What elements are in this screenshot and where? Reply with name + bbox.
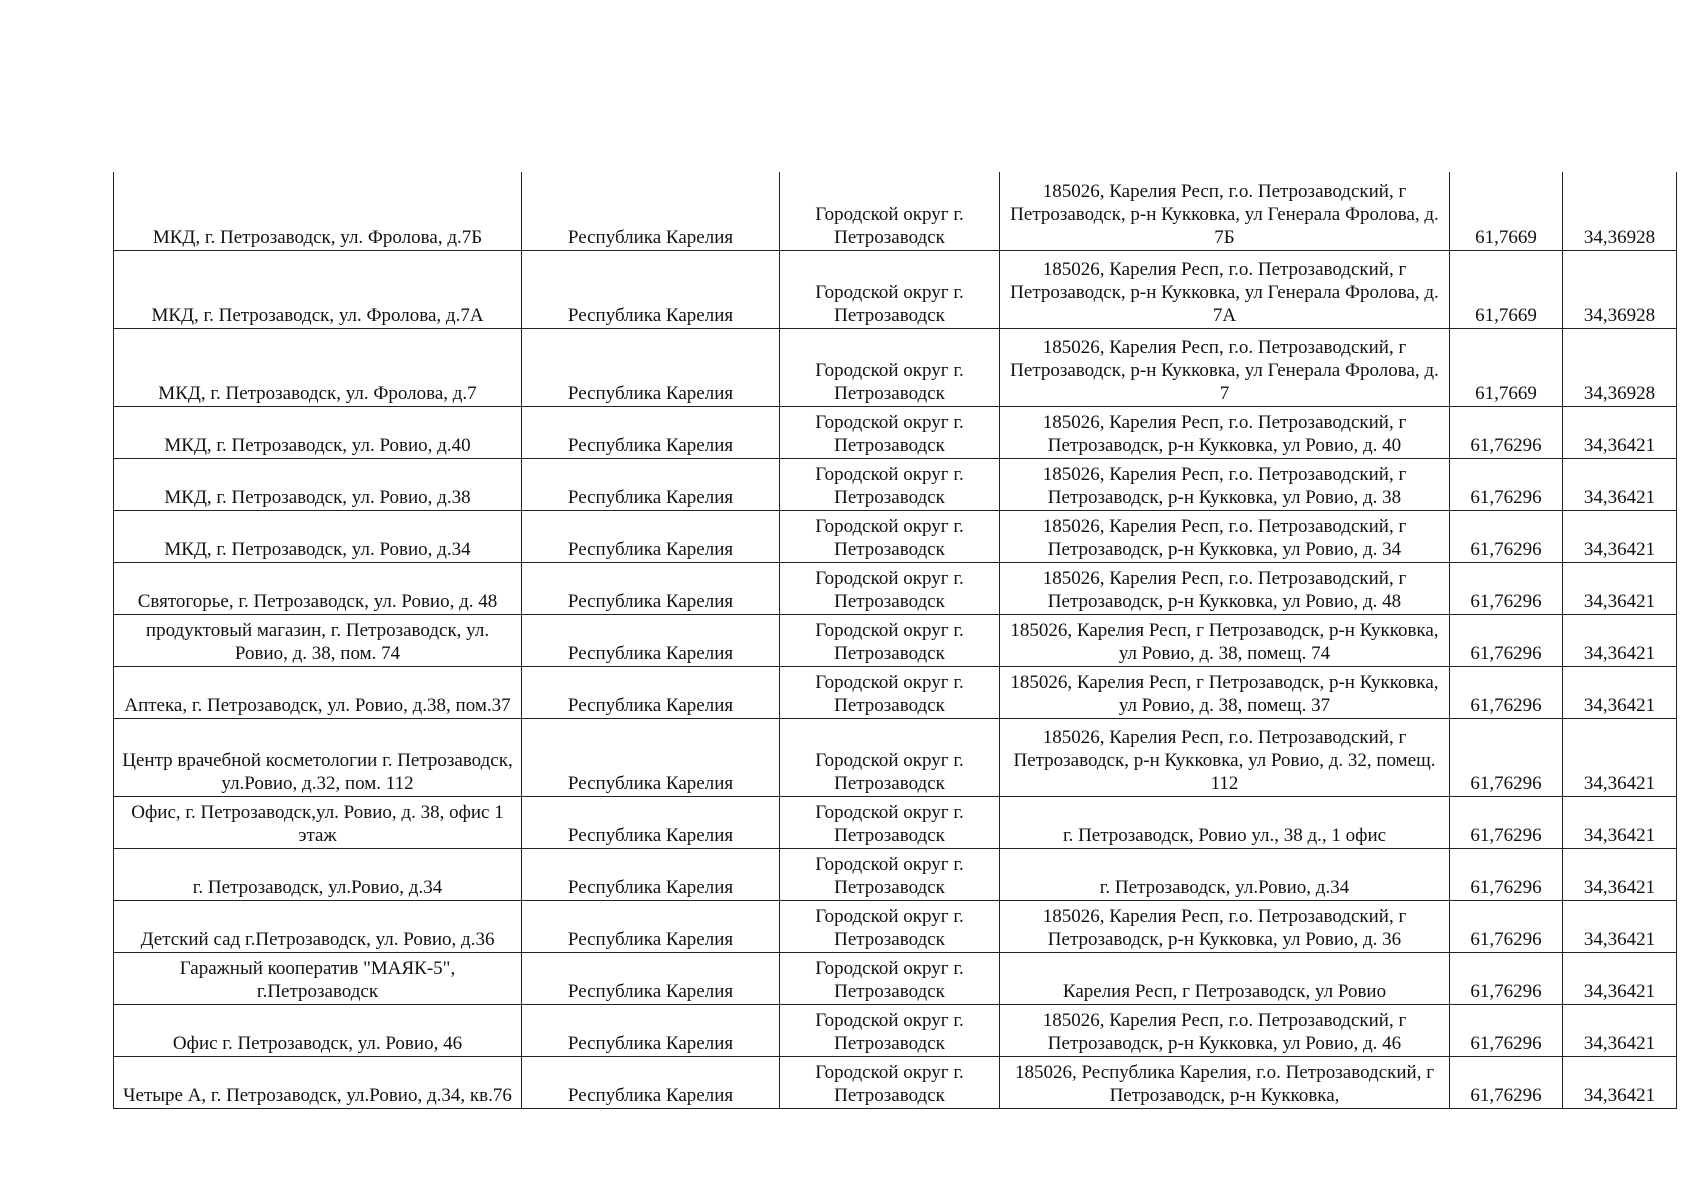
address-cell: 185026, Карелия Респ, г Петрозаводск, р-н Кукковка, ул Ровио, д. 38, помещ. 37 — [1000, 666, 1450, 718]
object-name-cell: Аптека, г. Петрозаводск, ул. Ровио, д.38, пом.37 — [114, 666, 522, 718]
latitude-cell: 61,7669 — [1450, 250, 1563, 328]
address-cell: 185026, Карелия Респ, г.о. Петрозаводский, г Петрозаводск, р-н Кукковка, ул Ровио, д. 34 — [1000, 510, 1450, 562]
table-row — [114, 796, 1677, 848]
municipality-cell: Городской округ г. Петрозаводск — [780, 1004, 1000, 1056]
region-cell: Республика Карелия — [522, 848, 780, 900]
longitude-cell: 34,36421 — [1563, 666, 1677, 718]
region-cell: Республика Карелия — [522, 1056, 780, 1108]
address-cell: г. Петрозаводск, Ровио ул., 38 д., 1 офис — [1000, 796, 1450, 848]
longitude-cell: 34,36421 — [1563, 718, 1677, 796]
region-cell: Республика Карелия — [522, 406, 780, 458]
longitude-cell: 34,36421 — [1563, 406, 1677, 458]
municipality-cell: Городской округ г. Петрозаводск — [780, 614, 1000, 666]
address-cell: 185026, Карелия Респ, г.о. Петрозаводский, г Петрозаводск, р-н Кукковка, ул Ровио, д. 40 — [1000, 406, 1450, 458]
address-cell: 185026, Карелия Респ, г.о. Петрозаводский, г Петрозаводск, р-н Кукковка, ул Ровио, д. 32, помещ. 112 — [1000, 718, 1450, 796]
object-name-cell: Офис, г. Петрозаводск,ул. Ровио, д. 38, офис 1 этаж — [114, 796, 522, 848]
address-cell: 185026, Карелия Респ, г Петрозаводск, р-н Кукковка, ул Ровио, д. 38, помещ. 74 — [1000, 614, 1450, 666]
table-row — [114, 848, 1677, 900]
latitude-cell: 61,76296 — [1450, 952, 1563, 1004]
latitude-cell: 61,76296 — [1450, 406, 1563, 458]
table-row — [114, 1004, 1677, 1056]
longitude-cell: 34,36421 — [1563, 614, 1677, 666]
object-name-cell: МКД, г. Петрозаводск, ул. Фролова, д.7 — [114, 328, 522, 406]
address-cell: 185026, Карелия Респ, г.о. Петрозаводский, г Петрозаводск, р-н Кукковка, ул Ровио, д. 36 — [1000, 900, 1450, 952]
table-row — [114, 510, 1677, 562]
region-cell: Республика Карелия — [522, 250, 780, 328]
latitude-cell: 61,76296 — [1450, 510, 1563, 562]
municipality-cell: Городской округ г. Петрозаводск — [780, 510, 1000, 562]
region-cell: Республика Карелия — [522, 1004, 780, 1056]
latitude-cell: 61,76296 — [1450, 614, 1563, 666]
table-row — [114, 614, 1677, 666]
object-name-cell: г. Петрозаводск, ул.Ровио, д.34 — [114, 848, 522, 900]
table-row — [114, 328, 1677, 406]
latitude-cell: 61,76296 — [1450, 666, 1563, 718]
object-name-cell: Офис г. Петрозаводск, ул. Ровио, 46 — [114, 1004, 522, 1056]
municipality-cell: Городской округ г. Петрозаводск — [780, 172, 1000, 250]
municipality-cell: Городской округ г. Петрозаводск — [780, 796, 1000, 848]
address-registry-table — [113, 172, 1677, 1109]
region-cell: Республика Карелия — [522, 952, 780, 1004]
table-row — [114, 900, 1677, 952]
longitude-cell: 34,36421 — [1563, 1004, 1677, 1056]
municipality-cell: Городской округ г. Петрозаводск — [780, 328, 1000, 406]
longitude-cell: 34,36421 — [1563, 848, 1677, 900]
latitude-cell: 61,76296 — [1450, 1004, 1563, 1056]
longitude-cell: 34,36421 — [1563, 952, 1677, 1004]
region-cell: Республика Карелия — [522, 614, 780, 666]
region-cell: Республика Карелия — [522, 328, 780, 406]
longitude-cell: 34,36928 — [1563, 250, 1677, 328]
table-row — [114, 562, 1677, 614]
object-name-cell: МКД, г. Петрозаводск, ул. Ровио, д.38 — [114, 458, 522, 510]
object-name-cell: МКД, г. Петрозаводск, ул. Фролова, д.7А — [114, 250, 522, 328]
object-name-cell: продуктовый магазин, г. Петрозаводск, ул. Ровио, д. 38, пом. 74 — [114, 614, 522, 666]
address-cell: Карелия Респ, г Петрозаводск, ул Ровио — [1000, 952, 1450, 1004]
longitude-cell: 34,36421 — [1563, 562, 1677, 614]
table-row — [114, 250, 1677, 328]
latitude-cell: 61,76296 — [1450, 900, 1563, 952]
latitude-cell: 61,76296 — [1450, 458, 1563, 510]
region-cell: Республика Карелия — [522, 562, 780, 614]
municipality-cell: Городской округ г. Петрозаводск — [780, 562, 1000, 614]
address-cell: 185026, Карелия Респ, г.о. Петрозаводский, г Петрозаводск, р-н Кукковка, ул Ровио, д. 46 — [1000, 1004, 1450, 1056]
object-name-cell: МКД, г. Петрозаводск, ул. Ровио, д.34 — [114, 510, 522, 562]
municipality-cell: Городской округ г. Петрозаводск — [780, 952, 1000, 1004]
latitude-cell: 61,7669 — [1450, 328, 1563, 406]
table-row — [114, 666, 1677, 718]
longitude-cell: 34,36421 — [1563, 1056, 1677, 1108]
table-row — [114, 718, 1677, 796]
municipality-cell: Городской округ г. Петрозаводск — [780, 900, 1000, 952]
longitude-cell: 34,36421 — [1563, 458, 1677, 510]
object-name-cell: Детский сад г.Петрозаводск, ул. Ровио, д.36 — [114, 900, 522, 952]
object-name-cell: Центр врачебной косметологии г. Петрозаводск, ул.Ровио, д.32, пом. 112 — [114, 718, 522, 796]
latitude-cell: 61,76296 — [1450, 848, 1563, 900]
address-cell: 185026, Карелия Респ, г.о. Петрозаводский, г Петрозаводск, р-н Кукковка, ул Генерала Фролова, д. 7Б — [1000, 172, 1450, 250]
municipality-cell: Городской округ г. Петрозаводск — [780, 666, 1000, 718]
municipality-cell: Городской округ г. Петрозаводск — [780, 250, 1000, 328]
table-row — [114, 406, 1677, 458]
latitude-cell: 61,76296 — [1450, 718, 1563, 796]
region-cell: Республика Карелия — [522, 718, 780, 796]
municipality-cell: Городской округ г. Петрозаводск — [780, 406, 1000, 458]
municipality-cell: Городской округ г. Петрозаводск — [780, 458, 1000, 510]
region-cell: Республика Карелия — [522, 510, 780, 562]
region-cell: Республика Карелия — [522, 458, 780, 510]
region-cell: Республика Карелия — [522, 796, 780, 848]
object-name-cell: Гаражный кооператив "МАЯК-5", г.Петрозаводск — [114, 952, 522, 1004]
address-cell: 185026, Республика Карелия, г.о. Петрозаводский, г Петрозаводск, р-н Кукковка, — [1000, 1056, 1450, 1108]
object-name-cell: Святогорье, г. Петрозаводск, ул. Ровио, д. 48 — [114, 562, 522, 614]
longitude-cell: 34,36928 — [1563, 172, 1677, 250]
table-row — [114, 1056, 1677, 1108]
latitude-cell: 61,7669 — [1450, 172, 1563, 250]
longitude-cell: 34,36421 — [1563, 900, 1677, 952]
region-cell: Республика Карелия — [522, 900, 780, 952]
table-row — [114, 952, 1677, 1004]
address-cell: 185026, Карелия Респ, г.о. Петрозаводский, г Петрозаводск, р-н Кукковка, ул Генерала Фролова, д. 7 — [1000, 328, 1450, 406]
latitude-cell: 61,76296 — [1450, 562, 1563, 614]
municipality-cell: Городской округ г. Петрозаводск — [780, 718, 1000, 796]
latitude-cell: 61,76296 — [1450, 1056, 1563, 1108]
table-row — [114, 172, 1677, 250]
object-name-cell: МКД, г. Петрозаводск, ул. Фролова, д.7Б — [114, 172, 522, 250]
longitude-cell: 34,36421 — [1563, 510, 1677, 562]
address-cell: г. Петрозаводск, ул.Ровио, д.34 — [1000, 848, 1450, 900]
object-name-cell: МКД, г. Петрозаводск, ул. Ровио, д.40 — [114, 406, 522, 458]
latitude-cell: 61,76296 — [1450, 796, 1563, 848]
address-cell: 185026, Карелия Респ, г.о. Петрозаводский, г Петрозаводск, р-н Кукковка, ул Ровио, д. 48 — [1000, 562, 1450, 614]
object-name-cell: Четыре А, г. Петрозаводск, ул.Ровио, д.34, кв.76 — [114, 1056, 522, 1108]
address-cell: 185026, Карелия Респ, г.о. Петрозаводский, г Петрозаводск, р-н Кукковка, ул Ровио, д. 38 — [1000, 458, 1450, 510]
municipality-cell: Городской округ г. Петрозаводск — [780, 1056, 1000, 1108]
table-row — [114, 458, 1677, 510]
municipality-cell: Городской округ г. Петрозаводск — [780, 848, 1000, 900]
address-cell: 185026, Карелия Респ, г.о. Петрозаводский, г Петрозаводск, р-н Кукковка, ул Генерала Фролова, д. 7А — [1000, 250, 1450, 328]
longitude-cell: 34,36421 — [1563, 796, 1677, 848]
longitude-cell: 34,36928 — [1563, 328, 1677, 406]
region-cell: Республика Карелия — [522, 666, 780, 718]
region-cell: Республика Карелия — [522, 172, 780, 250]
